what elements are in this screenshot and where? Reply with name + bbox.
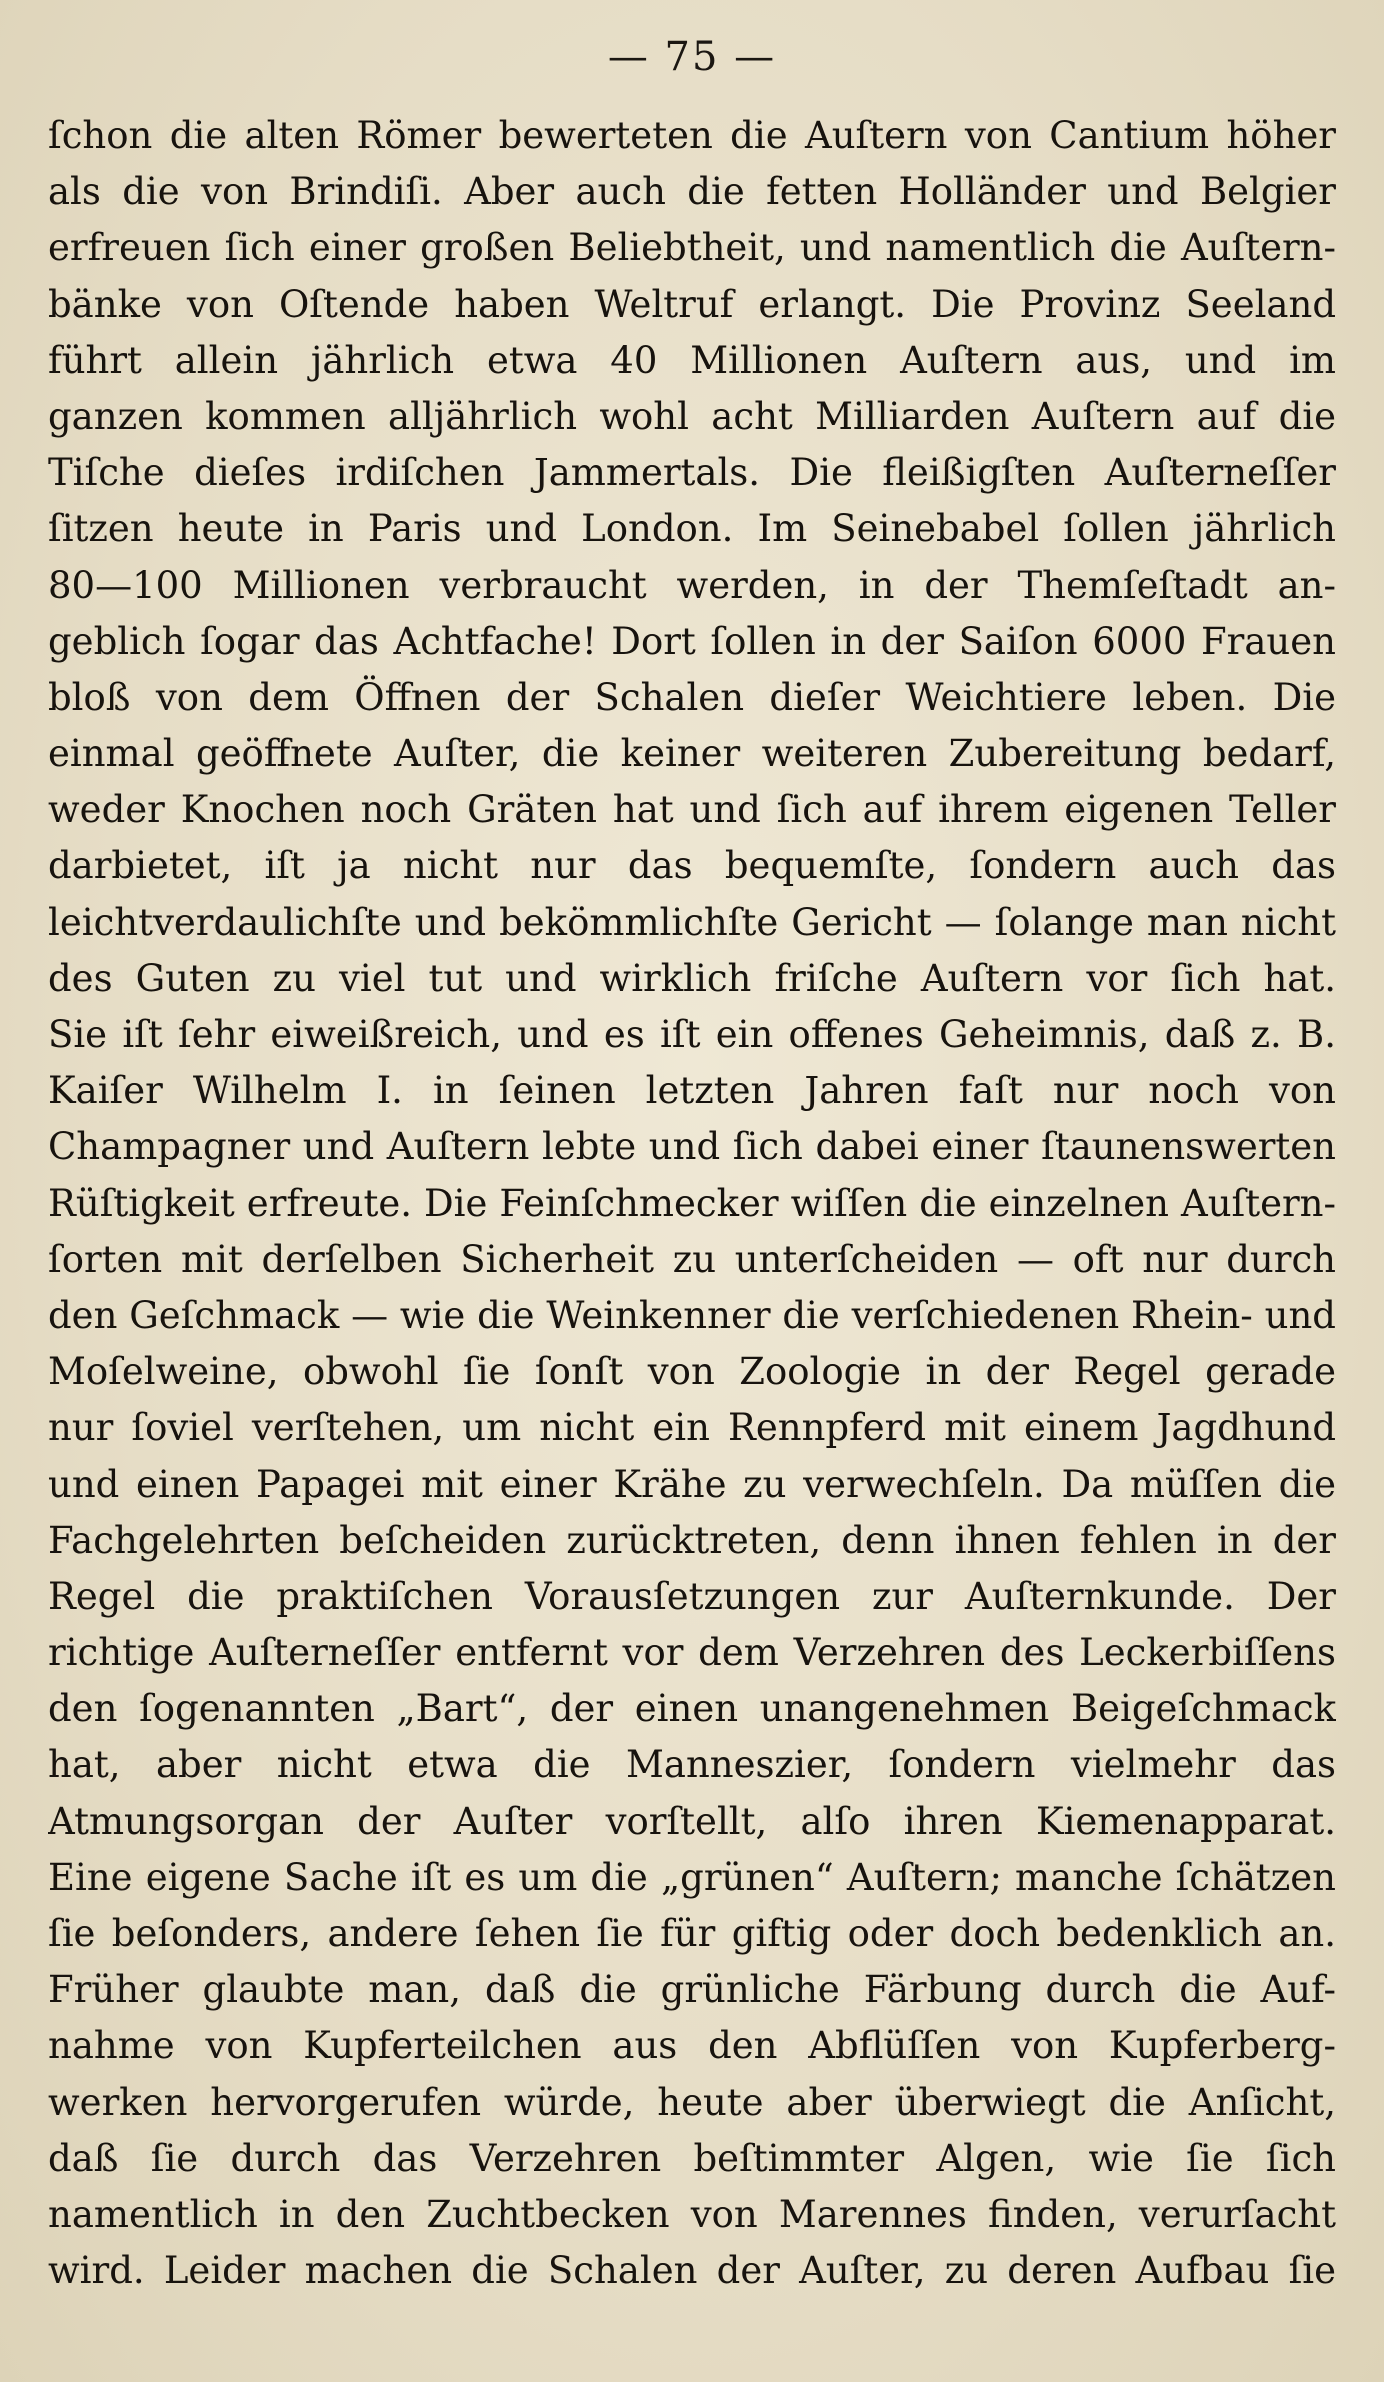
text-line: leichtverdaulichſte und bekömmlichſte Gericht — ſolange man nicht (48, 900, 1336, 944)
text-line: einmal geöffnete Auſter, die keiner weiteren Zubereitung bedarf, (48, 732, 1336, 776)
text-line: 80—100 Millionen verbraucht werden, in der Themſeſtadt an- (48, 563, 1336, 607)
text-line: weder Knochen noch Gräten hat und ſich auf ihrem eigenen Teller (48, 788, 1336, 832)
text-line: darbietet, iſt ja nicht nur das bequemſte, ſondern auch das (48, 844, 1336, 888)
text-line: Fachgelehrten beſcheiden zurücktreten, denn ihnen fehlen in der (48, 1518, 1336, 1562)
text-line: geblich ſogar das Achtfache! Dort ſollen in der Saiſon 6000 Frauen (48, 619, 1336, 663)
text-line: werken hervorgerufen würde, heute aber überwiegt die Anſicht, (48, 2080, 1336, 2124)
text-line: richtige Auſterneſſer entfernt vor dem Verzehren des Leckerbiſſens (48, 1631, 1336, 1675)
text-line: Früher glaubte man, daß die grünliche Färbung durch die Auf- (48, 1968, 1336, 2012)
body-text (48, 108, 1336, 2299)
text-line: hat, aber nicht etwa die Manneszier, ſondern vielmehr das (48, 1743, 1336, 1787)
text-line: als die von Brindiſi. Aber auch die fetten Holländer und Belgier (48, 170, 1336, 214)
text-line: Kaiſer Wilhelm I. in ſeinen letzten Jahren faſt nur noch von (48, 1069, 1336, 1113)
text-line: wird. Leider machen die Schalen der Auſter, zu deren Aufbau ſie (48, 2249, 1336, 2293)
text-line: nahme von Kupferteilchen aus den Abflüſſen von Kupferberg- (48, 2024, 1336, 2068)
text-line: den ſogenannten „Bart“, der einen unangenehmen Beigeſchmack (48, 1687, 1336, 1731)
text-line: nur ſoviel verſtehen, um nicht ein Rennpferd mit einem Jagdhund (48, 1406, 1336, 1450)
text-line: des Guten zu viel tut und wirklich friſche Auſtern vor ſich hat. (48, 956, 1336, 1000)
text-line: bloß von dem Öffnen der Schalen dieſer Weichtiere leben. Die (48, 675, 1336, 719)
text-line: erfreuen ſich einer großen Beliebtheit, und namentlich die Auſtern- (48, 226, 1336, 270)
text-line: ſorten mit derſelben Sicherheit zu unterſcheiden — oft nur durch (48, 1237, 1336, 1281)
text-line: Moſelweine, obwohl ſie ſonſt von Zoologie in der Regel gerade (48, 1350, 1336, 1394)
text-line: ganzen kommen alljährlich wohl acht Milliarden Auſtern auf die (48, 394, 1336, 438)
text-line: und einen Papagei mit einer Krähe zu verwechſeln. Da müſſen die (48, 1462, 1336, 1506)
text-line: Champagner und Auſtern lebte und ſich dabei einer ſtaunenswerten (48, 1125, 1336, 1169)
page-number: — 75 — (607, 34, 777, 80)
text-line: führt allein jährlich etwa 40 Millionen Auſtern aus, und im (48, 338, 1336, 382)
text-line: den Geſchmack — wie die Weinkenner die verſchiedenen Rhein- und (48, 1293, 1336, 1337)
text-line: Tiſche dieſes irdiſchen Jammertals. Die fleißigſten Auſterneſſer (48, 451, 1336, 495)
text-line: daß ſie durch das Verzehren beſtimmter Algen, wie ſie ſich (48, 2136, 1336, 2180)
text-line: Rüſtigkeit erfreute. Die Feinſchmecker wiſſen die einzelnen Auſtern- (48, 1181, 1336, 1225)
text-line: Eine eigene Sache iſt es um die „grünen“ Auſtern; manche ſchätzen (48, 1855, 1336, 1899)
text-line: namentlich in den Zuchtbecken von Marennes finden, verurſacht (48, 2192, 1336, 2236)
text-line: Regel die praktiſchen Vorausſetzungen zur Auſternkunde. Der (48, 1574, 1336, 1618)
text-line: Atmungsorgan der Auſter vorſtellt, alſo ihren Kiemenapparat. (48, 1799, 1336, 1843)
text-line: Sie iſt ſehr eiweißreich, und es iſt ein offenes Geheimnis, daß z. B. (48, 1013, 1336, 1056)
text-line: ſie beſonders, andere ſehen ſie für giftig oder doch bedenklich an. (48, 1912, 1336, 1955)
text-line: ſitzen heute in Paris und London. Im Seinebabel ſollen jährlich (48, 507, 1336, 551)
text-line: bänke von Oſtende haben Weltruf erlangt. Die Provinz Seeland (48, 282, 1336, 326)
text-line: ſchon die alten Römer bewerteten die Auſtern von Cantium höher (48, 114, 1336, 157)
